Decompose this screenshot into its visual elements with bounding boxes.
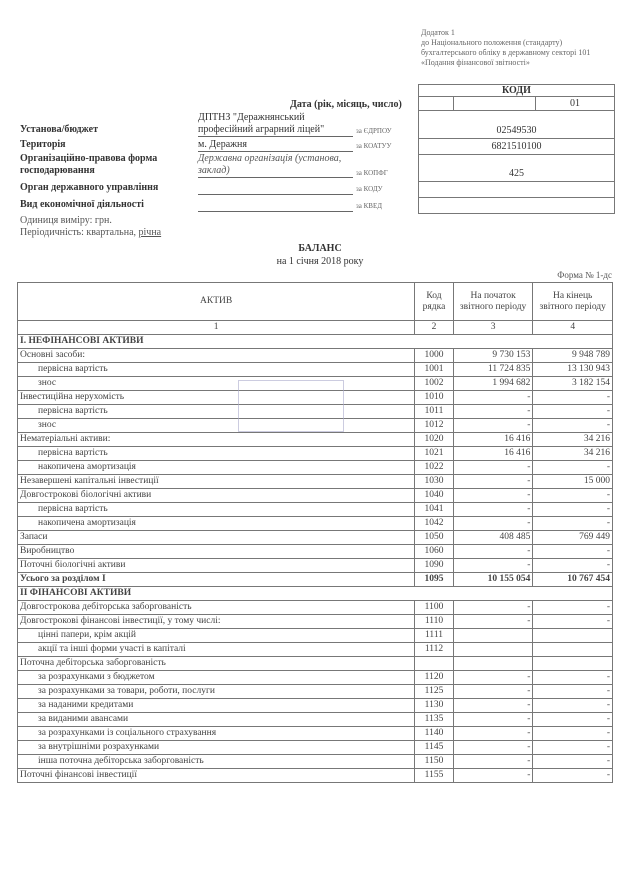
row-end-value: 15 000	[533, 475, 613, 489]
kodu-label: за КОДУ	[356, 185, 383, 193]
section-title: I. НЕФІНАНСОВІ АКТИВИ	[18, 335, 613, 349]
table-row	[18, 615, 613, 629]
row-begin-value: -	[453, 685, 533, 699]
date-day: 01	[570, 98, 580, 109]
row-code: 1042	[415, 517, 454, 531]
codes-box	[418, 84, 615, 214]
col-number: 3	[453, 321, 533, 335]
row-code: 1000	[415, 349, 454, 363]
row-code: 1145	[415, 741, 454, 755]
row-end-value: -	[533, 741, 613, 755]
row-code: 1130	[415, 699, 454, 713]
row-end-value	[533, 643, 613, 657]
row-name: первісна вартість	[18, 363, 415, 377]
table-row	[18, 475, 613, 489]
table-row	[18, 545, 613, 559]
territory-value: м. Деражня	[198, 139, 353, 152]
row-end-value: -	[533, 405, 613, 419]
row-end-value	[533, 657, 613, 671]
row-code: 1110	[415, 615, 454, 629]
row-code: 1011	[415, 405, 454, 419]
table-row	[18, 713, 613, 727]
row-name: Довгострокові фінансові інвестиції, у тому числі:	[18, 615, 415, 629]
row-end-value: -	[533, 671, 613, 685]
row-name: інша поточна дебіторська заборгованість	[18, 755, 415, 769]
table-row	[18, 503, 613, 517]
appendix-line: бухгалтерського обліку в державному секторі 101	[421, 48, 591, 57]
row-name: цінні папери, крім акцій	[18, 629, 415, 643]
row-code: 1095	[415, 573, 454, 587]
row-name: Незавершені капітальні інвестиції	[18, 475, 415, 489]
row-begin-value: -	[453, 671, 533, 685]
row-name: Нематеріальні активи:	[18, 433, 415, 447]
table-row	[18, 629, 613, 643]
row-begin-value: -	[453, 475, 533, 489]
row-code: 1150	[415, 755, 454, 769]
codes-header: КОДИ	[419, 85, 614, 97]
row-name: за розрахунками з бюджетом	[18, 671, 415, 685]
row-code: 1010	[415, 391, 454, 405]
row-end-value: -	[533, 391, 613, 405]
row-end-value: 34 216	[533, 447, 613, 461]
row-code: 1090	[415, 559, 454, 573]
row-code: 1002	[415, 377, 454, 391]
row-name: за внутрішніми розрахунками	[18, 741, 415, 755]
date-label: Дата (рік, місяць, число)	[290, 99, 402, 110]
col-header-begin: На початок звітного періоду	[453, 283, 533, 321]
row-begin-value: -	[453, 559, 533, 573]
row-end-value: -	[533, 517, 613, 531]
row-code: 1041	[415, 503, 454, 517]
table-row	[18, 657, 613, 671]
periodicity-prefix: Періодичність: квартальна,	[20, 227, 139, 238]
row-begin-value	[453, 657, 533, 671]
row-name: Основні засоби:	[18, 349, 415, 363]
row-begin-value: -	[453, 391, 533, 405]
row-code: 1022	[415, 461, 454, 475]
row-code: 1012	[415, 419, 454, 433]
appendix-line: «Подання фінансової звітності»	[421, 58, 530, 67]
legal-form-value: Державна організація (установа, заклад)	[198, 153, 353, 178]
row-name: Інвестиційна нерухомість	[18, 391, 415, 405]
row-name: Виробництво	[18, 545, 415, 559]
row-code: 1001	[415, 363, 454, 377]
row-end-value: -	[533, 615, 613, 629]
row-code: 1100	[415, 601, 454, 615]
row-name: накопичена амортизація	[18, 461, 415, 475]
row-end-value: -	[533, 713, 613, 727]
table-row	[18, 363, 613, 377]
row-code: 1111	[415, 629, 454, 643]
row-begin-value: 1 994 682	[453, 377, 533, 391]
row-begin-value: -	[453, 489, 533, 503]
row-end-value: -	[533, 699, 613, 713]
row-end-value: -	[533, 769, 613, 783]
row-code: 1155	[415, 769, 454, 783]
appendix-line: Додаток 1	[421, 28, 455, 37]
kopfg-label: за КОПФГ	[356, 169, 388, 177]
table-row	[18, 531, 613, 545]
row-name: Поточна дебіторська заборгованість	[18, 657, 415, 671]
edrpou-code: 02549530	[496, 125, 537, 136]
row-end-value: 10 767 454	[533, 573, 613, 587]
koatuu-label: за КОАТУУ	[356, 142, 392, 150]
row-code: 1125	[415, 685, 454, 699]
row-name: Поточні біологічні активи	[18, 559, 415, 573]
row-code: 1140	[415, 727, 454, 741]
row-name: Довгострокові біологічні активи	[18, 489, 415, 503]
row-code: 1120	[415, 671, 454, 685]
row-end-value: 9 948 789	[533, 349, 613, 363]
row-begin-value: 10 155 054	[453, 573, 533, 587]
table-row	[18, 741, 613, 755]
activity-value	[198, 199, 353, 212]
row-begin-value: 16 416	[453, 433, 533, 447]
table-row	[18, 699, 613, 713]
row-end-value: -	[533, 489, 613, 503]
table-row	[18, 755, 613, 769]
date-month	[454, 97, 536, 110]
row-name: Запаси	[18, 531, 415, 545]
row-end-value: -	[533, 503, 613, 517]
row-begin-value: -	[453, 461, 533, 475]
row-begin-value: -	[453, 699, 533, 713]
row-name: первісна вартість	[18, 503, 415, 517]
section-title: II ФІНАНСОВІ АКТИВИ	[18, 587, 613, 601]
row-code: 1050	[415, 531, 454, 545]
col-number: 1	[18, 321, 415, 335]
appendix-note	[421, 28, 621, 68]
row-end-value: -	[533, 727, 613, 741]
table-row	[18, 517, 613, 531]
table-row	[18, 685, 613, 699]
kved-code	[419, 198, 614, 213]
row-begin-value: 9 730 153	[453, 349, 533, 363]
row-name: Довгострокова дебіторська заборгованість	[18, 601, 415, 615]
row-code: 1021	[415, 447, 454, 461]
row-end-value: -	[533, 601, 613, 615]
koatuu-code: 6821510100	[491, 141, 542, 152]
row-code: 1020	[415, 433, 454, 447]
row-code: 1040	[415, 489, 454, 503]
row-name: за розрахунками із соціального страхування	[18, 727, 415, 741]
row-name: Поточні фінансові інвестиції	[18, 769, 415, 783]
row-end-value: -	[533, 461, 613, 475]
row-begin-value: 11 724 835	[453, 363, 533, 377]
periodicity-selected: річна	[138, 227, 162, 238]
table-row	[18, 573, 613, 587]
row-end-value: 3 182 154	[533, 377, 613, 391]
row-name: первісна вартість	[18, 447, 415, 461]
row-name: знос	[18, 377, 415, 391]
row-name: за розрахунками за товари, роботи, послуги	[18, 685, 415, 699]
section-row	[18, 335, 613, 349]
periodicity-text	[20, 227, 161, 239]
table-row	[18, 559, 613, 573]
row-begin-value: -	[453, 755, 533, 769]
row-begin-value: -	[453, 405, 533, 419]
table-row	[18, 461, 613, 475]
row-begin-value: -	[453, 601, 533, 615]
authority-label: Орган державного управління	[20, 182, 159, 193]
kodu-code	[419, 182, 614, 197]
row-end-value	[533, 629, 613, 643]
table-row	[18, 447, 613, 461]
row-end-value: 34 216	[533, 433, 613, 447]
kved-label: за КВЕД	[356, 202, 383, 210]
row-begin-value: -	[453, 503, 533, 517]
table-row	[18, 643, 613, 657]
territory-label: Територія	[20, 139, 66, 150]
row-end-value: -	[533, 419, 613, 433]
col-header-asset: АКТИВ	[18, 283, 415, 321]
row-code: 1060	[415, 545, 454, 559]
row-end-value: -	[533, 559, 613, 573]
row-begin-value	[453, 629, 533, 643]
row-begin-value: -	[453, 713, 533, 727]
row-begin-value: -	[453, 517, 533, 531]
row-begin-value: -	[453, 419, 533, 433]
row-name: первісна вартість	[18, 405, 415, 419]
legal-form-label: Організаційно-правова форма господарювання	[20, 153, 158, 176]
row-begin-value: 16 416	[453, 447, 533, 461]
row-end-value: -	[533, 545, 613, 559]
authority-value	[198, 182, 353, 195]
row-begin-value: -	[453, 769, 533, 783]
row-begin-value: -	[453, 741, 533, 755]
table-row	[18, 489, 613, 503]
row-end-value: -	[533, 755, 613, 769]
row-begin-value	[453, 643, 533, 657]
row-name: за виданими авансами	[18, 713, 415, 727]
form-number: Форма № 1-дс	[557, 270, 612, 280]
row-name: акції та інші форми участі в капіталі	[18, 643, 415, 657]
row-name: знос	[18, 419, 415, 433]
unit-text: Одиниця виміру: грн.	[20, 215, 112, 226]
row-code	[415, 657, 454, 671]
row-name: накопичена амортизація	[18, 517, 415, 531]
col-header-end: На кінець звітного періоду	[533, 283, 613, 321]
institution-value: ДПТНЗ "Деражнянський професійний аграрний ліцей"	[198, 112, 353, 137]
institution-label: Установа/бюджет	[20, 124, 99, 135]
row-begin-value: -	[453, 615, 533, 629]
row-code: 1112	[415, 643, 454, 657]
col-header-code: Код рядка	[415, 283, 454, 321]
row-code: 1135	[415, 713, 454, 727]
row-name: за наданими кредитами	[18, 699, 415, 713]
col-number: 4	[533, 321, 613, 335]
row-code: 1030	[415, 475, 454, 489]
row-end-value: 769 449	[533, 531, 613, 545]
table-row	[18, 349, 613, 363]
section-row	[18, 587, 613, 601]
row-name: Усього за розділом I	[18, 573, 415, 587]
row-begin-value: -	[453, 545, 533, 559]
date-year	[419, 97, 454, 110]
row-begin-value: 408 485	[453, 531, 533, 545]
col-number: 2	[415, 321, 454, 335]
report-subtitle: на 1 січня 2018 року	[276, 256, 364, 267]
activity-label: Вид економічної діяльності	[20, 199, 144, 210]
stamp-mark	[238, 380, 344, 432]
row-end-value: 13 130 943	[533, 363, 613, 377]
row-end-value: -	[533, 685, 613, 699]
balance-table	[17, 282, 613, 783]
row-begin-value: -	[453, 727, 533, 741]
kopfg-code: 425	[509, 168, 524, 179]
edrpou-label: за ЄДРПОУ	[356, 127, 392, 135]
table-row	[18, 601, 613, 615]
appendix-line: до Національного положення (стандарту)	[421, 38, 563, 47]
table-row	[18, 727, 613, 741]
table-row	[18, 671, 613, 685]
table-row	[18, 433, 613, 447]
report-title: БАЛАНС	[298, 243, 342, 254]
table-row	[18, 769, 613, 783]
